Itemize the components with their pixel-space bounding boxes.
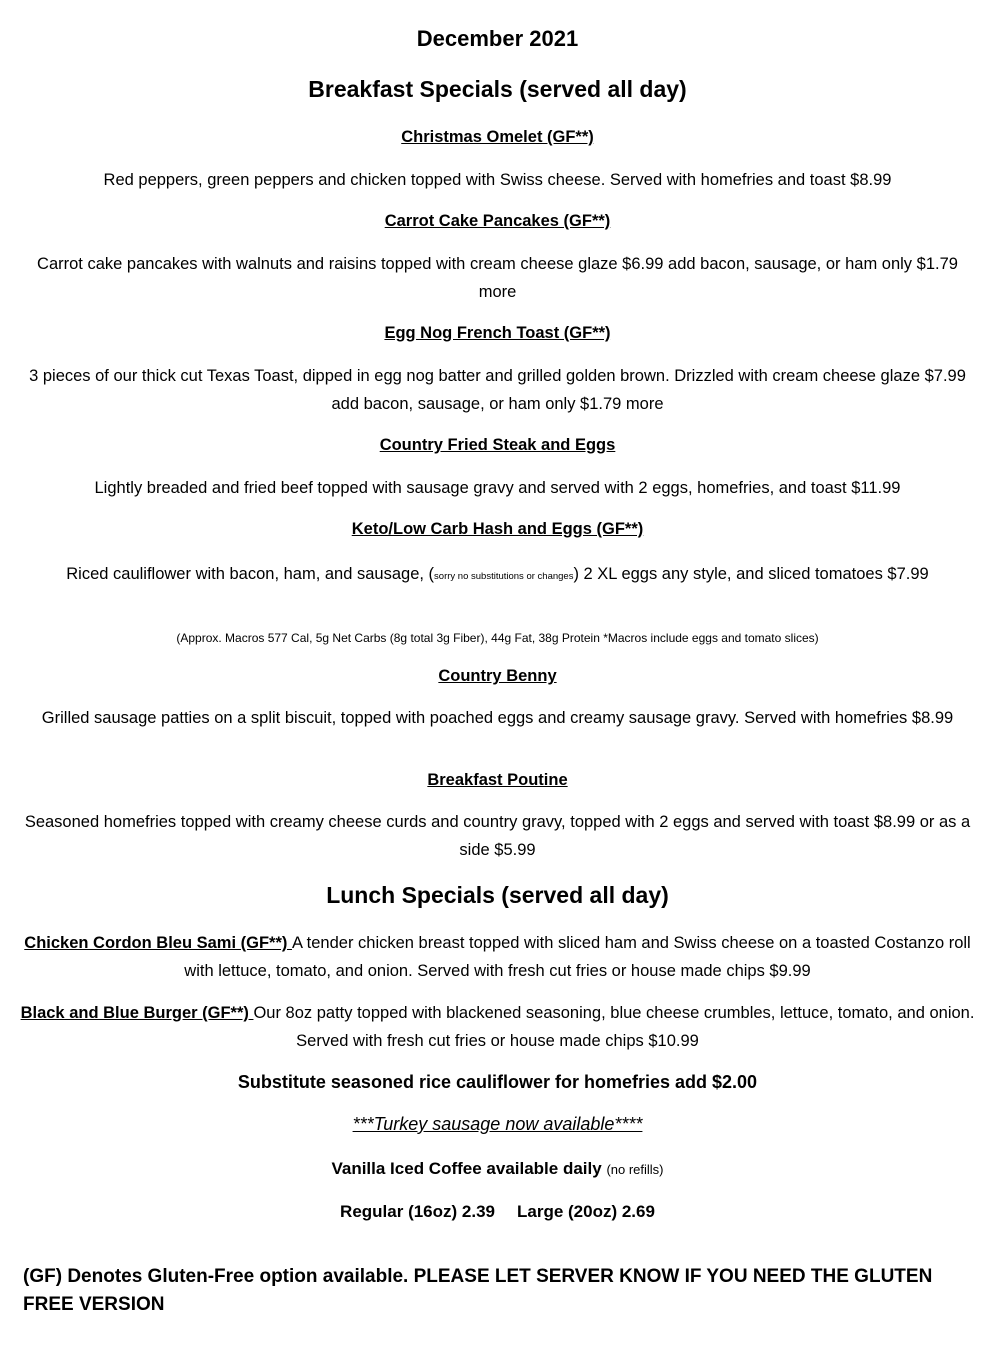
coffee-large-price: Large (20oz) 2.69 [517, 1202, 655, 1221]
coffee-regular-price: Regular (16oz) 2.39 [340, 1202, 495, 1221]
item-title-country-fried-steak: Country Fried Steak and Eggs [379, 436, 616, 454]
lunch-title-black-blue-burger: Black and Blue Burger (GF**) [20, 1004, 254, 1022]
item-desc-breakfast-poutine: Seasoned homefries topped with creamy cheese curds and country gravy, topped with 2 eggs and served with toast $8.99 or as a side $5.99 [24, 813, 971, 859]
iced-coffee-note [0, 1159, 995, 1179]
item-desc-keto-hash [20, 560, 975, 591]
item-desc-egg-nog-french-toast: 3 pieces of our thick cut Texas Toast, dipped in egg nog batter and grilled golden brown. Drizzled with cream cheese glaze $7.99 add bacon, sausage, or ham only $1.79 more [29, 367, 966, 413]
lunch-title-cordon-bleu: Chicken Cordon Bleu Sami (GF**) [24, 934, 292, 952]
menu-month: December 2021 [416, 26, 579, 51]
item-desc-country-benny: Grilled sausage patties on a split biscuit, topped with poached eggs and creamy sausage gravy. Served with homefries $8.99 [41, 709, 954, 727]
item-title-egg-nog-french-toast: Egg Nog French Toast (GF**) [384, 324, 611, 342]
substitute-note: Substitute seasoned rice cauliflower for homefries add $2.00 [237, 1072, 758, 1092]
lunch-desc-black-blue-burger: Our 8oz patty topped with blackened seasoning, blue cheese crumbles, lettuce, tomato, and onion. Served with fresh cut fries or house made chips $10.99 [253, 1004, 975, 1050]
lunch-item-black-blue-burger [20, 999, 975, 1055]
item-title-christmas-omelet: Christmas Omelet (GF**) [401, 128, 594, 146]
keto-desc-small-note: sorry no substitutions or changes [434, 571, 574, 582]
item-title-keto-hash: Keto/Low Carb Hash and Eggs (GF**) [351, 520, 644, 538]
gluten-free-footer: (GF) Denotes Gluten-Free option available. PLEASE LET SERVER KNOW IF YOU NEED THE GLUTEN FREE VERSION [23, 1266, 933, 1315]
item-desc-country-fried-steak: Lightly breaded and fried beef topped with sausage gravy and served with 2 eggs, homefries, and toast $11.99 [94, 479, 901, 497]
lunch-desc-cordon-bleu: A tender chicken breast topped with sliced ham and Swiss cheese on a toasted Costanzo roll with lettuce, tomato, and onion. Served with fresh cut fries or house made chips $9.99 [184, 934, 971, 980]
lunch-section-title: Lunch Specials (served all day) [326, 882, 669, 908]
no-refills-note: (no refills) [606, 1162, 664, 1177]
item-title-breakfast-poutine: Breakfast Poutine [427, 771, 568, 789]
item-desc-christmas-omelet: Red peppers, green peppers and chicken topped with Swiss cheese. Served with homefries and toast $8.99 [103, 171, 892, 189]
iced-coffee-label: Vanilla Iced Coffee available daily [331, 1159, 602, 1178]
item-title-carrot-cake-pancakes: Carrot Cake Pancakes (GF**) [384, 212, 611, 230]
keto-macros-note: (Approx. Macros 577 Cal, 5g Net Carbs (8g total 3g Fiber), 44g Fat, 38g Protein *Macros include eggs and tomato slices) [176, 631, 819, 645]
item-desc-carrot-cake-pancakes: Carrot cake pancakes with walnuts and raisins topped with cream cheese glaze $6.99 add bacon, sausage, or ham only $1.79 more [37, 255, 958, 301]
breakfast-section-title: Breakfast Specials (served all day) [308, 76, 687, 102]
item-title-country-benny: Country Benny [438, 667, 557, 685]
lunch-item-cordon-bleu [20, 929, 975, 985]
turkey-sausage-note: ***Turkey sausage now available**** [352, 1114, 643, 1134]
keto-desc-pre: Riced cauliflower with bacon, ham, and sausage, ( [66, 565, 435, 583]
coffee-prices [0, 1202, 995, 1222]
keto-desc-post: ) 2 XL eggs any style, and sliced tomatoes $7.99 [573, 565, 929, 583]
